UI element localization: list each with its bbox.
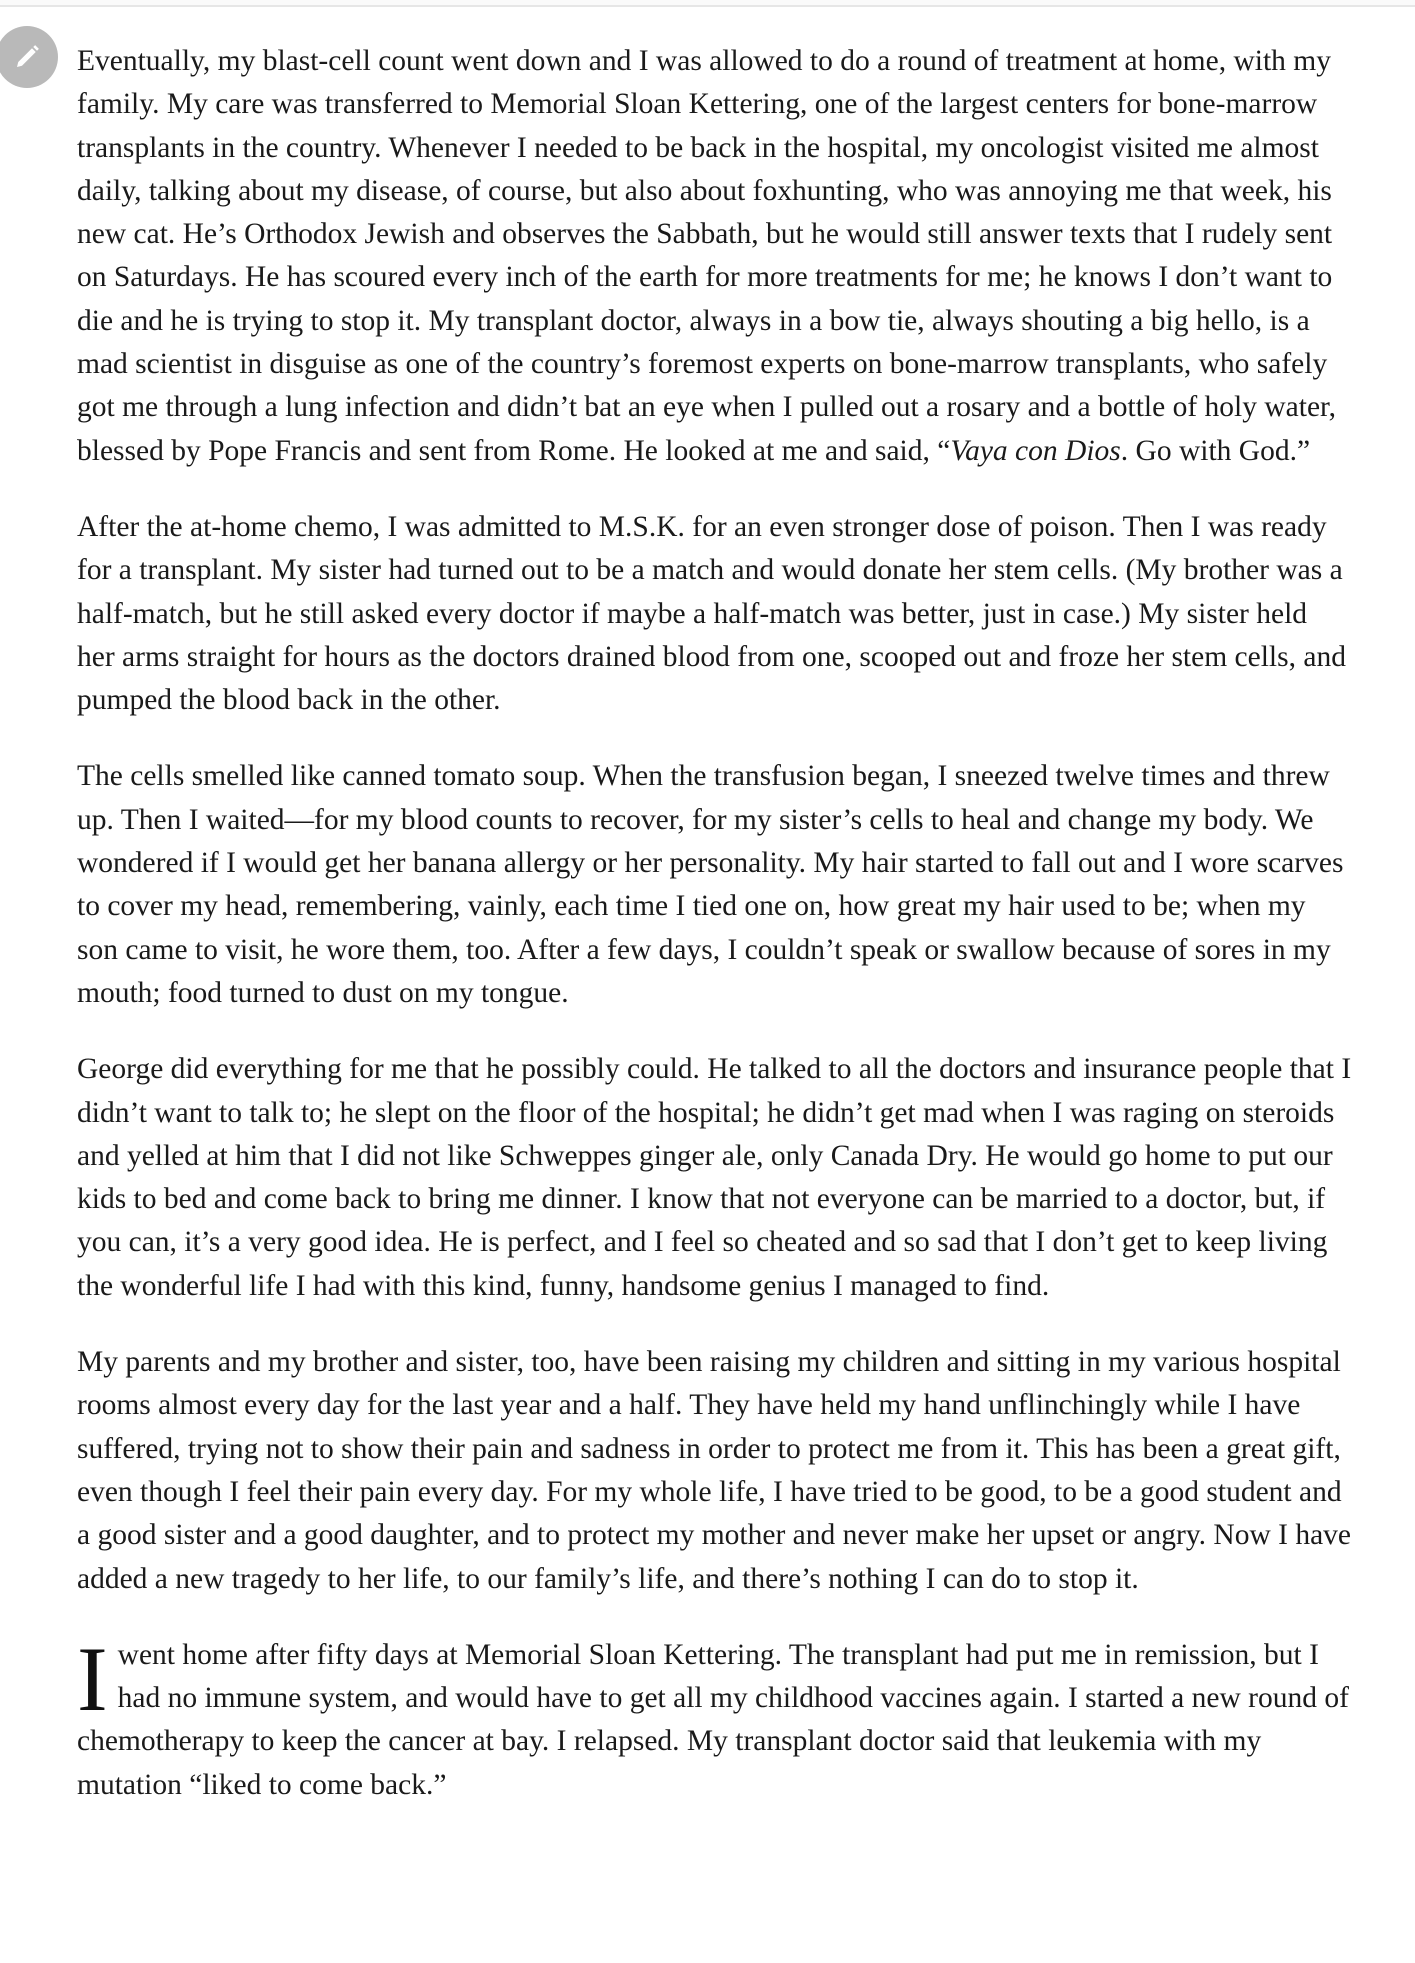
paragraph: The cells smelled like canned tomato soup. When the transfusion began, I sneezed twelve times and threw up. Then I waited—for my blood counts to recover, for my sister’s cells to heal and change my body. We wondered if I would get her banana allergy or her personality. My hair started to fall out and I wore scarves to cover my head, remembering, vainly, each time I tied one on, how great my hair used to be; when my son came to visit, he wore them, too. After a few days, I couldn’t speak or swallow because of sores in my mouth; food turned to dust on my tongue. (77, 760, 1344, 1009)
article-body (77, 40, 1352, 1840)
italic-phrase: Vaya con Dios (950, 434, 1121, 467)
paragraph (77, 40, 1352, 473)
paragraph-text: went home after fifty days at Memorial Sloan Kettering. The transplant had put me in remission, but I had no immune system, and would have to get all my childhood vaccines again. I started a new round of chemotherapy to keep the cancer at bay. I relapsed. My transplant doctor said that leukemia with my mutation “liked to come back.” (77, 1638, 1349, 1801)
paragraph: George did everything for me that he possibly could. He talked to all the doctors and insurance people that I didn’t want to talk to; he slept on the floor of the hospital; he didn’t get mad when I was raging on steroids and yelled at him that I did not like Schweppes ginger ale, only Canada Dry. He would go home to put our kids to bed and come back to bring me dinner. I know that not everyone can be married to a doctor, but, if you can, it’s a very good idea. He is perfect, and I feel so cheated and so sad that I don’t get to keep living the wonderful life I had with this kind, funny, handsome genius I managed to find. (77, 1053, 1352, 1302)
edit-button[interactable] (0, 26, 58, 88)
pencil-icon (12, 42, 42, 72)
paragraph (77, 1627, 1352, 1807)
paragraph-text: . Go with God.” (1120, 434, 1311, 467)
top-bar (0, 0, 1415, 7)
paragraph-text: Eventually, my blast-cell count went down and I was allowed to do a round of treatment at home, with my family. My care was transferred to Memorial Sloan Kettering, one of the largest centers for bone-marrow transplants in the country. Whenever I needed to be back in the hospital, my oncologist visited me almost daily, talking about my disease, of course, but also about foxhunting, who was annoying me that week, his new cat. He’s Orthodox Jewish and observes the Sabbath, but he would still answer texts that I rudely sent on Saturdays. He has scoured every inch of the earth for more treatments for me; he knows I don’t want to die and he is trying to stop it. My transplant doctor, always in a bow tie, always shouting a big hello, is a mad scientist in disguise as one of the country’s foremost experts on bone-marrow transplants, who safely got me through a lung infection and didn’t bat an eye when I pulled out a rosary and a bottle of holy water, blessed by Pope Francis and sent from Rome. He looked at me and said, “ (77, 45, 1337, 467)
drop-cap: I (77, 1627, 108, 1730)
paragraph: After the at-home chemo, I was admitted to M.S.K. for an even stronger dose of poison. Then I was ready for a transplant. My sister had turned out to be a match and would donate her stem cells. (My brother was a half-match, but he still asked every doctor if maybe a half-match was better, just in case.) My sister held her arms straight for hours as the doctors drained blood from one, scooped out and froze her stem cells, and pumped the blood back in the other. (77, 510, 1346, 717)
paragraph: My parents and my brother and sister, too, have been raising my children and sitting in my various hospital rooms almost every day for the last year and a half. They have held my hand unflinchingly while I have suffered, trying not to show their pain and sadness in order to protect me from it. This has been a great gift, even though I feel their pain every day. For my whole life, I have tried to be good, to be a good student and a good sister and a good daughter, and to protect my mother and never make her upset or angry. Now I have added a new tragedy to her life, to our family’s life, and there’s nothing I can do to stop it. (77, 1346, 1352, 1595)
